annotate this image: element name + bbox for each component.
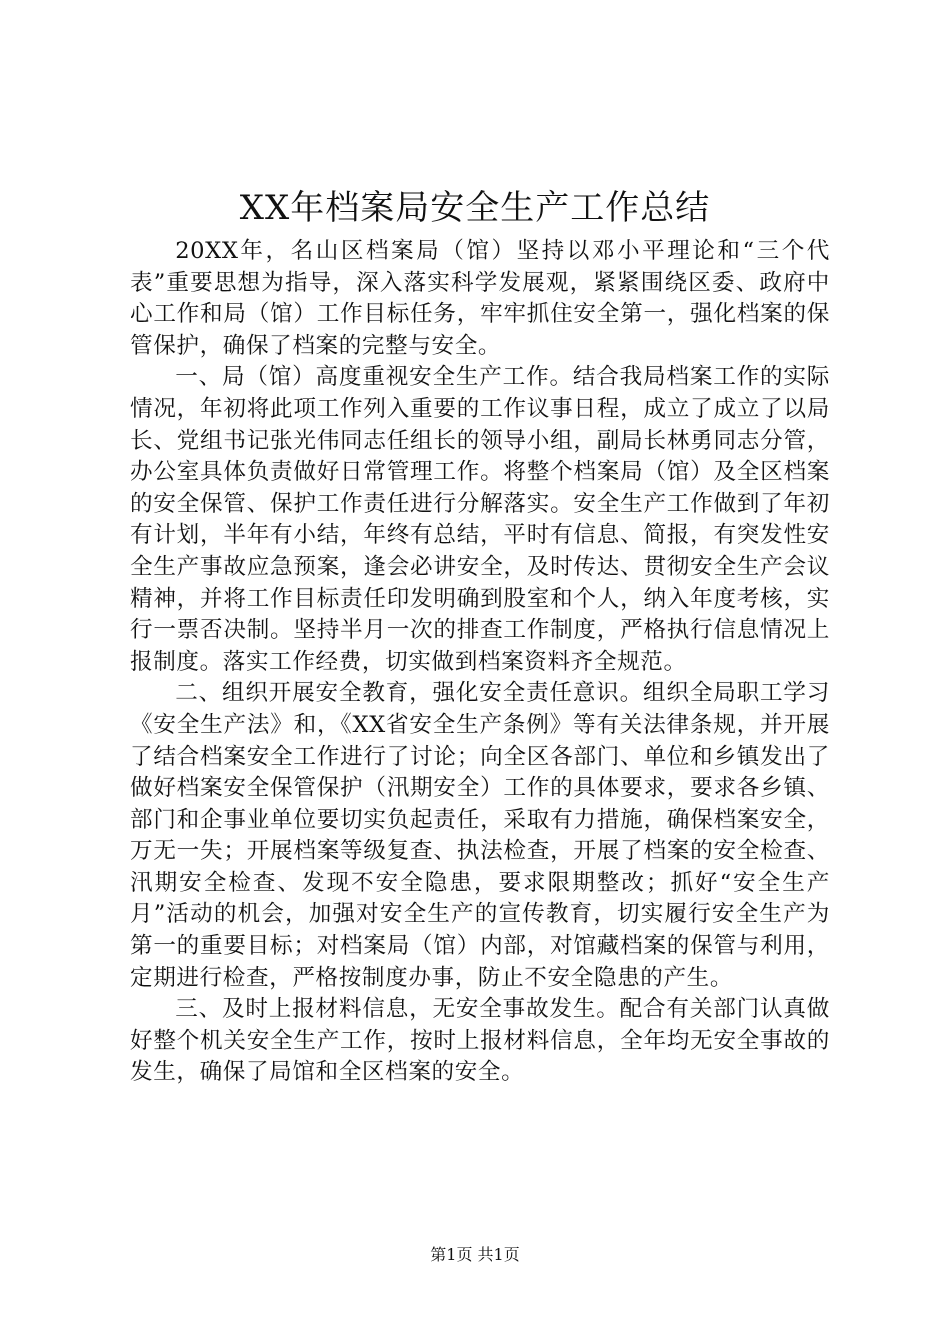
paragraph-section-2: 二、组织开展安全教育，强化安全责任意识。组织全局职工学习《安全生产法》和，《XX省安全生产条例》等有关法律条规，并开展了结合档案安全工作进行了讨论；向全区各部门、单位和乡镇发出了做好档案安全保管保护（汛期安全）工作的具体要求，要求各乡镇、部门和企事业单位要切实负起责任，采取有力措施，确保档案安全，万无一失；开展档案等级复查、执法检查，开展了档案的安全检查、汛期安全检查、发现不安全隐患，要求限期整改；抓好“安全生产月”活动的机会，加强对安全生产的宣传教育，切实履行安全生产为第一的重要目标；对档案局（馆）内部，对馆藏档案的保管与利用，定期进行检查，严格按制度办事，防止不安全隐患的产生。	[130, 680, 830, 991]
document-title: XX年档案局安全生产工作总结	[239, 188, 711, 228]
paragraph-section-1: 一、局（馆）高度重视安全生产工作。结合我局档案工作的实际情况，年初将此项工作列入重要的工作议事日程，成立了成立了以局长、党组书记张光伟同志任组长的领导小组，副局长林勇同志分管，办公室具体负责做好日常管理工作。将整个档案局（馆）及全区档案的安全保管、保护工作责任进行分解落实。安全生产工作做到了年初有计划，半年有小结，年终有总结，平时有信息、简报，有突发性安全生产事故应急预案，逢会必讲安全，及时传达、贯彻安全生产会议精神，并将工作目标责任印发明确到股室和个人，纳入年度考核，实行一票否决制。坚持半月一次的排查工作制度，严格执行信息情况上报制度。落实工作经费，切实做到档案资料齐全规范。	[130, 364, 830, 675]
paragraph-section-3: 三、及时上报材料信息，无安全事故发生。配合有关部门认真做好整个机关安全生产工作，按时上报材料信息，全年均无安全事故的发生，确保了局馆和全区档案的安全。	[130, 996, 830, 1086]
paragraph-intro: 20XX年，名山区档案局（馆）坚持以邓小平理论和“三个代表”重要思想为指导，深入落实科学发展观，紧紧围绕区委、政府中心工作和局（馆）工作目标任务，牢牢抓住安全第一，强化档案的保管保护，确保了档案的完整与安全。	[130, 238, 830, 359]
document-body	[130, 236, 830, 1089]
page-footer: 第1页 共1页	[430, 1245, 520, 1264]
